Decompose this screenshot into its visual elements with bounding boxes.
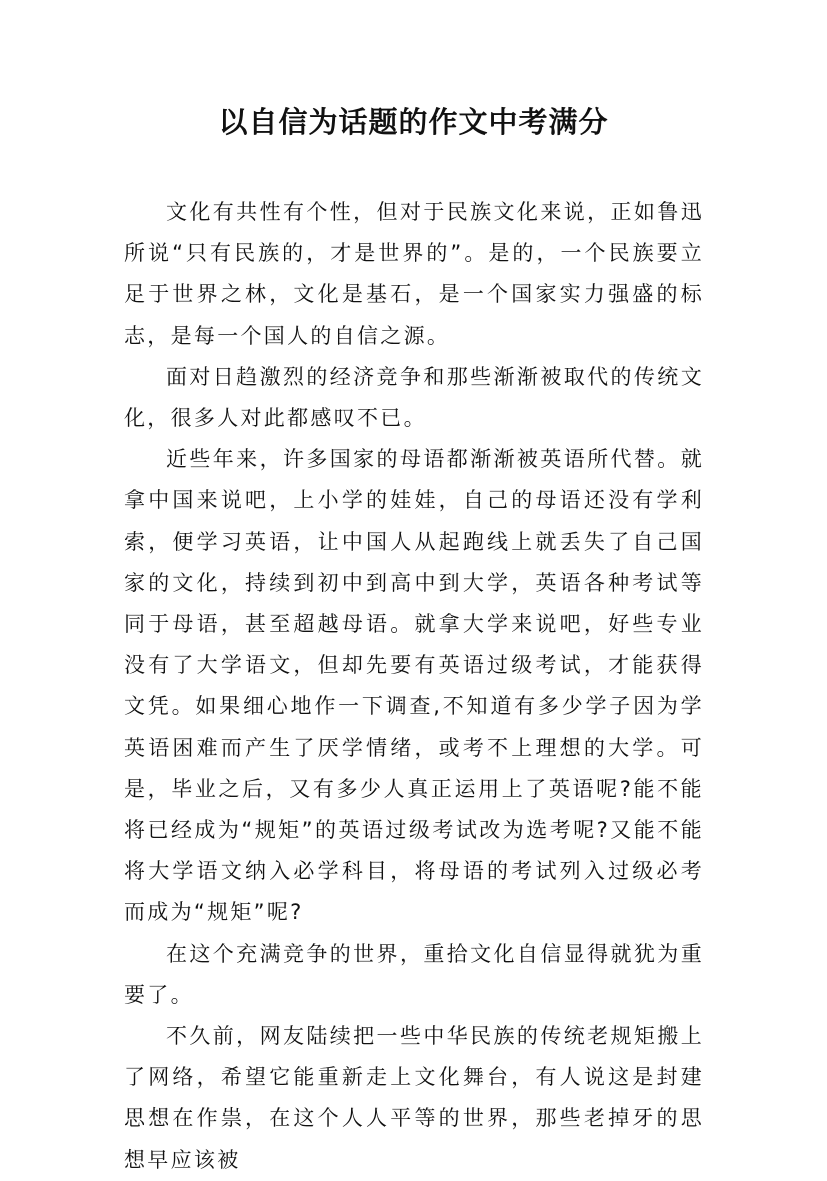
- document-title: 以自信为话题的作文中考满分: [218, 105, 609, 139]
- paragraph: 面对日趋激烈的经济竞争和那些渐渐被取代的传统文化，很多人对此都感叹不已。: [124, 364, 704, 431]
- paragraph: 不久前，网友陆续把一些中华民族的传统老规矩搬上了网络，希望它能重新走上文化舞台，有人说这是封建思想在作祟，在这个人人平等的世界，那些老掉牙的思想早应该被: [124, 1024, 704, 1172]
- paragraph: 在这个充满竞争的世界，重拾文化自信显得就犹为重要了。: [124, 941, 704, 1007]
- paragraph: 文化有共性有个性，但对于民族文化来说，正如鲁迅所说“只有民族的，才是世界的”。是的，一个民族要立足于世界之林，文化是基石，是一个国家实力强盛的标志，是每一个国人的自信之源。: [124, 200, 704, 348]
- paragraph: 近些年来，许多国家的母语都渐渐被英语所代替。就拿中国来说吧，上小学的娃娃，自己的母语还没有学利索，便学习英语，让中国人从起跑线上就丢失了自己国家的文化，持续到初中到高中到大学，英语各种考试等同于母语，甚至超越母语。就拿大学来说吧，好些专业没有了大学语文，但却先要有英语过级考试，才能获得文凭。如果细心地作一下调查,不知道有多少学子因为学英语困难而产生了厌学情绪，或考不上理想的大学。可是，毕业之后，又有多少人真正运用上了英语呢?能不能将已经成为“规矩”的英语过级考试改为选考呢?又能不能将大学语文纳入必学科目，将母语的考试列入过级必考而成为“规矩”呢?: [124, 447, 704, 925]
- document-body: [124, 192, 704, 1181]
